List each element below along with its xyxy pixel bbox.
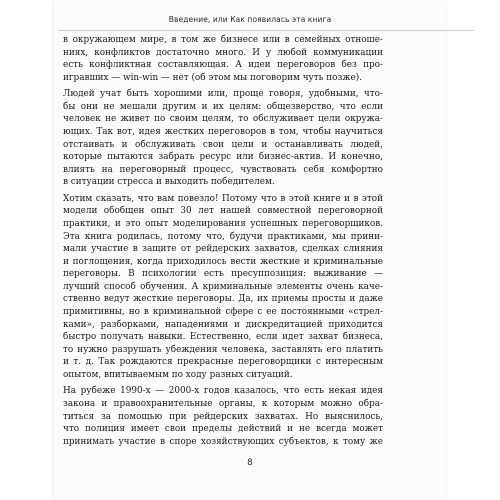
text-line: отстаивать и обслуживать свои цели и останавливать людей, [63,139,383,150]
text-line: закона и правоохранительные органы, к которым можно обра- [63,399,383,410]
text-line: что полиция имеет свои пределы действий и не всегда может [63,424,383,435]
text-line: принимать участие в споре хозяйствующих субъектов, к тому же [63,436,383,447]
text-line: ниях, конфликтов достаточно много. И у любой коммуникации [63,47,383,58]
text-line: бы они не мешали другим и их целям: общезверство, что если [63,101,383,112]
text-line: модели обобщен опыт 30 лет нашей совместной переговорной [63,206,383,217]
paragraph-3 [63,193,383,382]
text-line: в окружающем мире, в том же бизнесе или в семейных отноше- [63,35,383,45]
text-line: примитивны, но в криминальной сфере с ее постоянными «стрел- [63,307,383,318]
text-line: практики, и это опыт моделирования успешных переговорщиков. [63,218,383,229]
page-number: 8 [247,458,253,468]
header-rule [58,30,474,31]
text-line: Людей учат быть хорошими или, проще говоря, удобными, что- [63,89,383,100]
text-line: На рубеже 1990-х — 2000-х годов казалось, что есть некая идея [63,386,383,397]
text-line: влиять на переговорный процесс, чувствовать себя комфортно [63,164,383,175]
text-line: опытом, впитываемым по ходу разных ситуаций. [63,370,293,381]
text-line: переговоры. В психологии есть пресуппозиция: выживание — [63,269,383,280]
text-line: ющих. Так вот, идея жестких переговоров в том, чтобы научиться [63,126,383,137]
text-line: ственно ведут жесткие переговоры. Да, их приемы просты и даже [63,294,383,305]
running-title: Введение, или Как появилась эта книга [168,15,332,24]
text-line: есть конфликтная составляющая. А идеи переговоров без про- [63,60,383,71]
body-text [63,34,383,448]
text-line: в ситуации стресса и выходить победителем. [63,177,275,188]
text-line: Эта книга родилась, потому что, будучи практиками, мы прини- [63,231,383,242]
text-line: которые пытаются забрать ресурс или бизнес-актив. И конечно, [63,152,383,163]
text-line: ками», разборками, нападениями и дискредитацией приходится [63,319,383,330]
text-line: титься за помощью при рейдерских захватах. Но выяснилось, [63,411,383,422]
paragraph-4 [63,385,383,448]
paragraph-1 [63,34,383,84]
paragraph-2 [63,88,383,189]
text-line: мали участие в защите от рейдерских захватов, сделках слияния [63,244,383,255]
text-line: игравших — win-win — нет (об этом мы поговорим чуть позже). [63,72,362,83]
text-line: человек не живет по своим целям, то обслуживает цели окружа- [63,114,383,125]
text-line: лучший способ обучения. А криминальные элементы очень каче- [63,281,383,292]
text-line: Хотим сказать, что вам повезло! Потому что в этой книге и в этой [63,193,383,204]
text-line: то нужно разрушать убеждения человека, заставлять его платить [63,344,383,355]
text-line: и поглощения, когда приходилось вести жесткие и криминальные [63,256,383,267]
text-line: быстро получать навыки. Естественно, если идет захват бизнеса, [63,332,383,343]
text-line: и т. д. Так рождаются прекрасные переговорщики с интересным [63,357,383,368]
